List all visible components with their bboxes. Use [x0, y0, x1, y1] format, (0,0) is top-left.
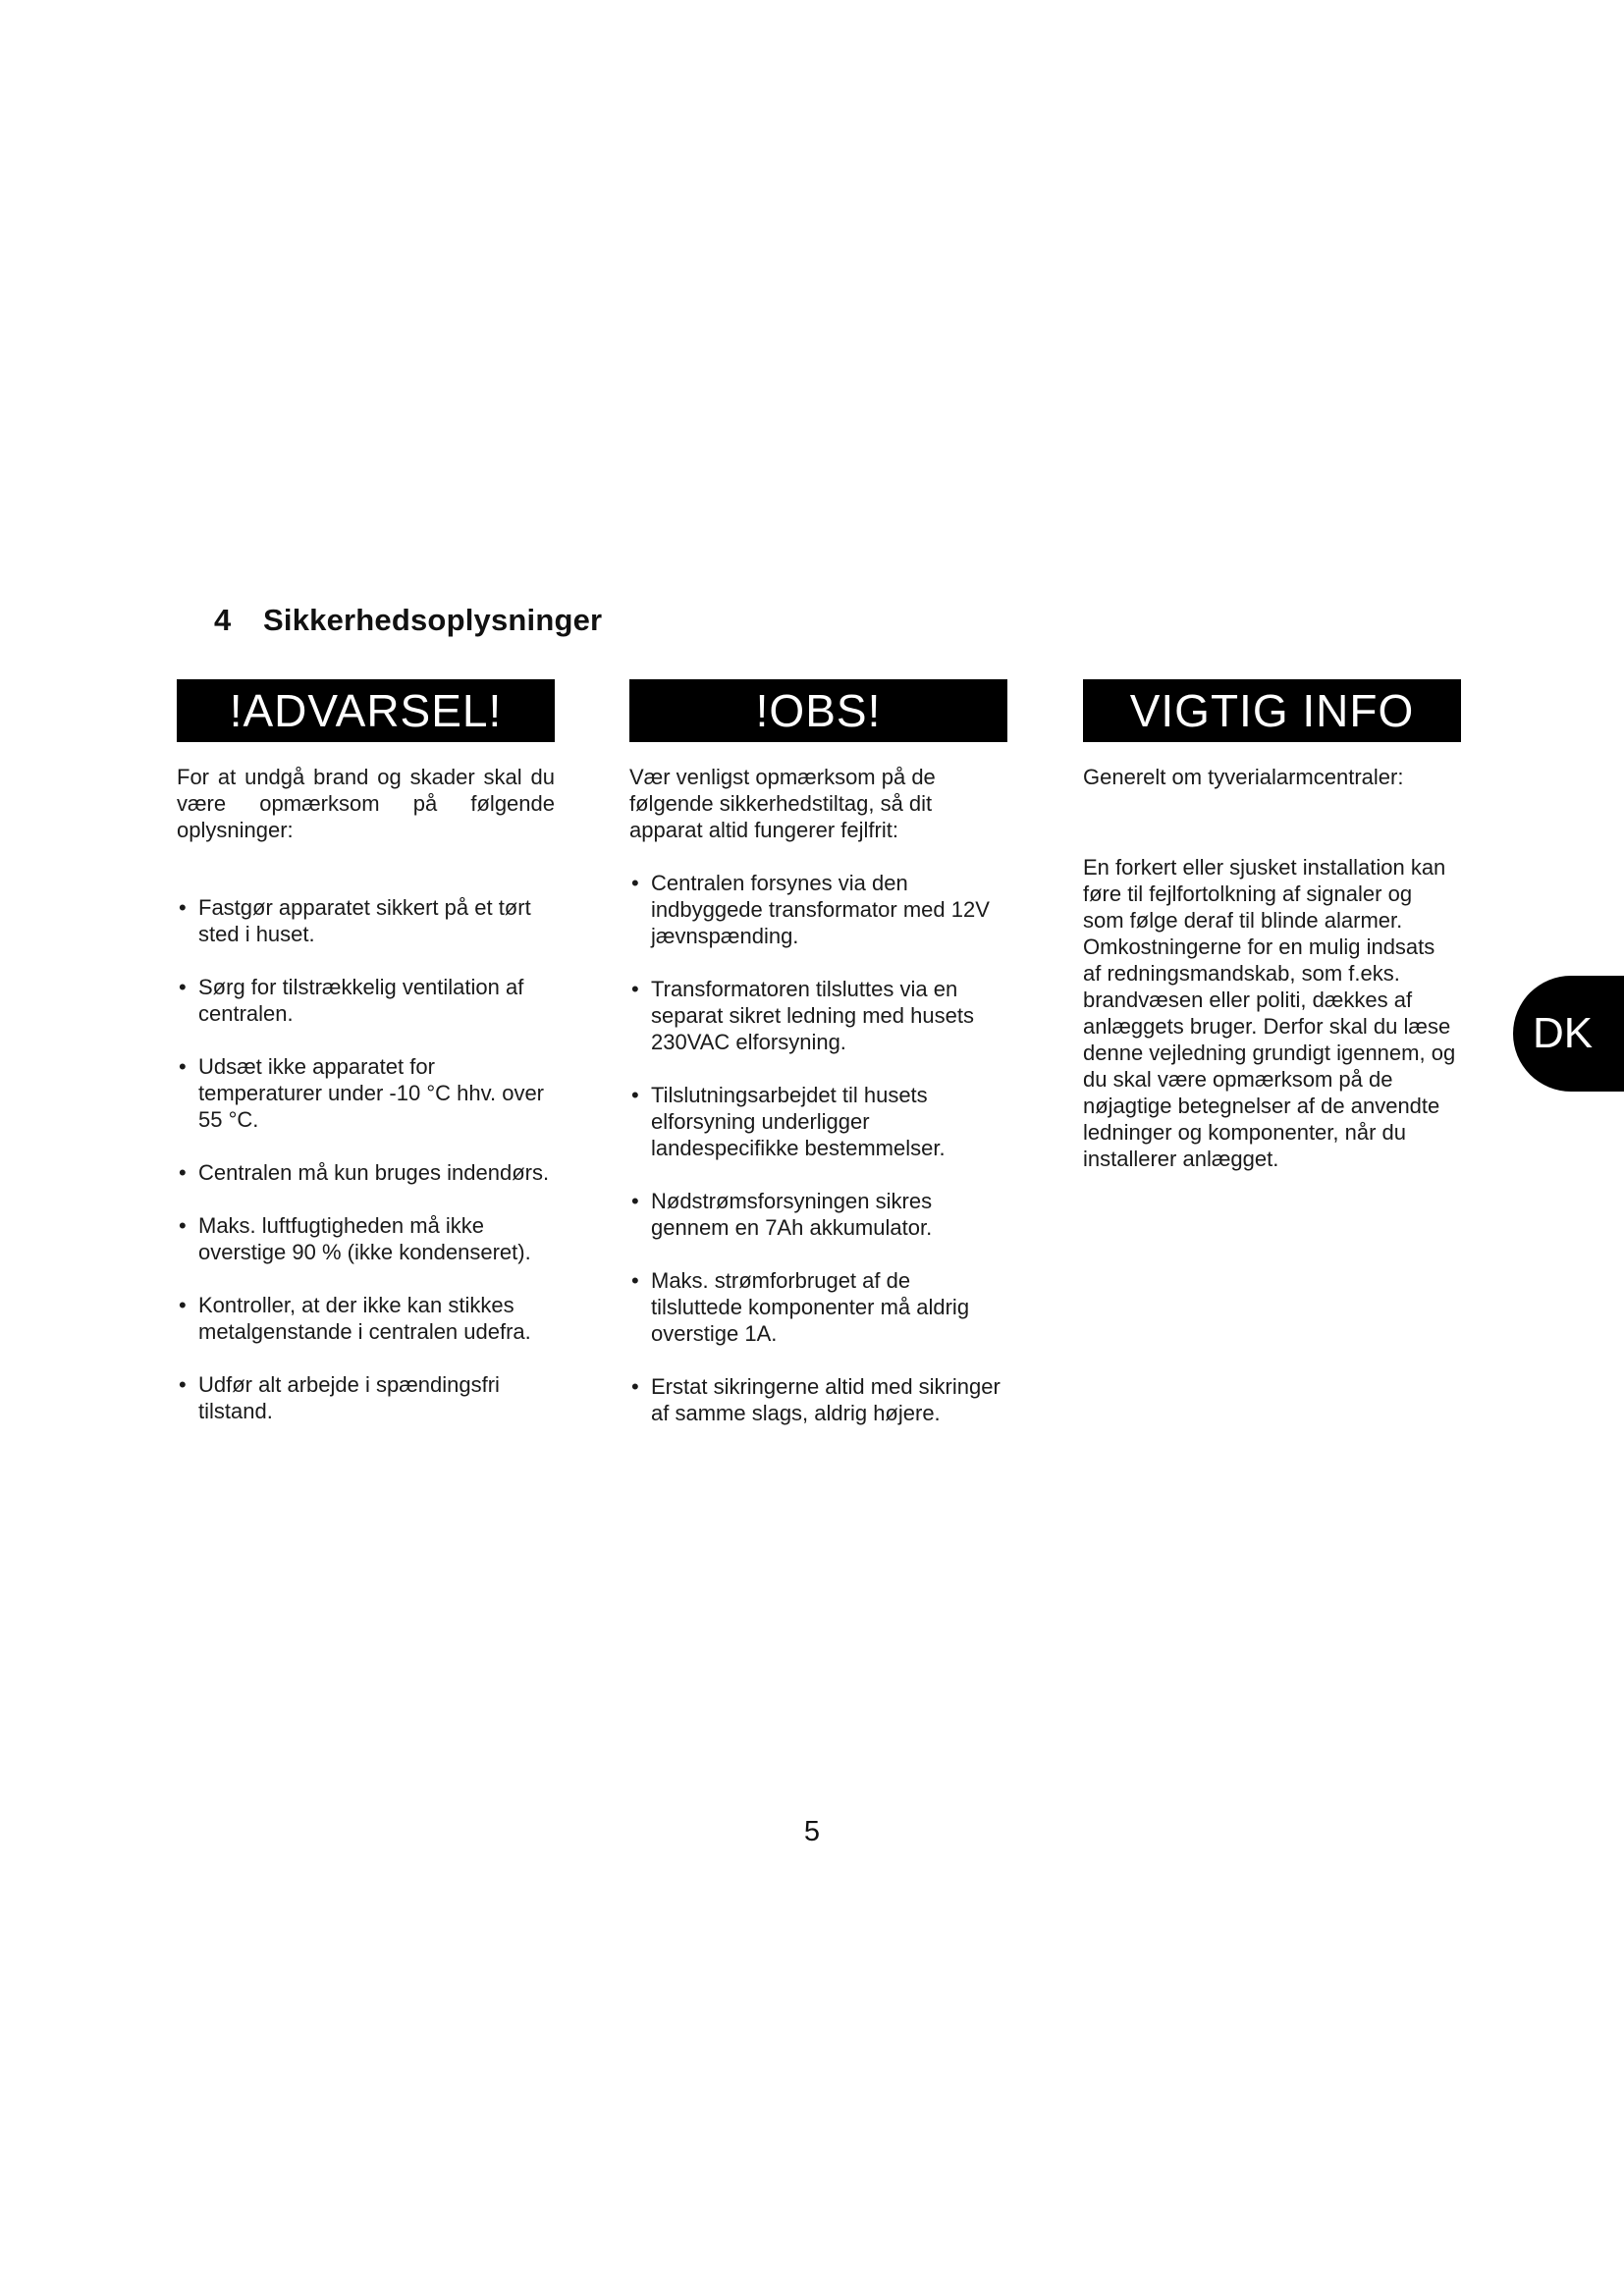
bullet-icon: •: [631, 1083, 639, 1107]
warning-item-text: Udfør alt arbejde i spændingsfri tilstand.: [198, 1372, 500, 1423]
notice-item-text: Erstat sikringerne altid med sikringer af samme slags, aldrig højere.: [651, 1374, 1001, 1425]
notice-item-text: Transformatoren tilsluttes via en separat sikret ledning med husets 230VAC elforsyning.: [651, 977, 974, 1054]
section-heading: [214, 603, 602, 638]
info-banner: VIGTIG INFO: [1083, 679, 1461, 742]
notice-item: [629, 1082, 1007, 1161]
notice-item: [629, 1188, 1007, 1241]
bullet-icon: •: [631, 1189, 639, 1213]
warning-item-text: Centralen må kun bruges indendørs.: [198, 1160, 550, 1185]
section-title: Sikkerhedsoplysninger: [263, 603, 603, 637]
notice-item-text: Maks. strømforbruget af de tilsluttede komponenter må aldrig overstige 1A.: [651, 1268, 970, 1346]
warning-item: [177, 1292, 555, 1345]
bullet-icon: •: [179, 1293, 187, 1317]
notice-intro: Vær venligst opmærksom på de følgende sikkerhedstiltag, så dit apparat altid fungerer fejlfrit:: [629, 765, 936, 842]
bullet-icon: •: [179, 975, 187, 999]
notice-item-text: Centralen forsynes via den indbyggede transformator med 12V jævnspænding.: [651, 871, 990, 948]
notice-item: [629, 1373, 1007, 1426]
warning-column: [177, 679, 555, 1451]
warning-list: [177, 894, 555, 1424]
warning-item: [177, 1371, 555, 1424]
page-number: 5: [803, 1816, 821, 1847]
notice-item: [629, 976, 1007, 1055]
warning-item-text: Kontroller, at der ikke kan stikkes metalgenstande i centralen udefra.: [198, 1293, 531, 1344]
info-column: [1083, 679, 1461, 1194]
bullet-icon: •: [631, 1268, 639, 1293]
warning-banner: !ADVARSEL!: [177, 679, 555, 742]
info-body: En forkert eller sjusket installation kan føre til fejlfortolkning af signaler og som følge deraf til blinde alarmer. Omkostningerne for en mulig indsats af redningsmandskab, som f.eks. brandvæsen eller politi, dækkes af anlæggets bruger. Derfor skal du læse denne vejledning grundigt igennem, og du skal være opmærksom på de nøjagtige betegnelser af de anvendte ledninger og komponenter, når du installerer anlægget.: [1083, 855, 1456, 1171]
notice-list: [629, 870, 1007, 1426]
bullet-icon: •: [179, 1160, 187, 1185]
notice-item: [629, 870, 1007, 949]
warning-item-text: Maks. luftfugtigheden må ikke overstige 90 % (ikke kondenseret).: [198, 1213, 531, 1264]
bullet-icon: •: [631, 871, 639, 895]
notice-banner: !OBS!: [629, 679, 1007, 742]
warning-item-text: Udsæt ikke apparatet for temperaturer under -10 °C hhv. over 55 °C.: [198, 1054, 544, 1132]
warning-item: [177, 894, 555, 947]
language-tab: DK: [1513, 976, 1624, 1092]
notice-item-text: Tilslutningsarbejdet til husets elforsyning underligger landespecifikke bestemmelser.: [651, 1083, 946, 1160]
notice-column: [629, 679, 1007, 1453]
notice-item: [629, 1267, 1007, 1347]
bullet-icon: •: [179, 895, 187, 920]
warning-item: [177, 1212, 555, 1265]
bullet-icon: •: [179, 1054, 187, 1079]
warning-intro: For at undgå brand og skader skal du være opmærksom på følgende oplysninger:: [177, 765, 555, 842]
warning-item: [177, 974, 555, 1027]
warning-item: [177, 1053, 555, 1133]
bullet-icon: •: [631, 977, 639, 1001]
warning-item: [177, 1159, 555, 1186]
bullet-icon: •: [631, 1374, 639, 1399]
info-intro: Generelt om tyverialarmcentraler:: [1083, 765, 1404, 789]
notice-item-text: Nødstrømsforsyningen sikres gennem en 7Ah akkumulator.: [651, 1189, 933, 1240]
warning-item-text: Fastgør apparatet sikkert på et tørt sted i huset.: [198, 895, 531, 946]
bullet-icon: •: [179, 1372, 187, 1397]
bullet-icon: •: [179, 1213, 187, 1238]
section-number: 4: [214, 603, 232, 637]
warning-item-text: Sørg for tilstrækkelig ventilation af centralen.: [198, 975, 524, 1026]
